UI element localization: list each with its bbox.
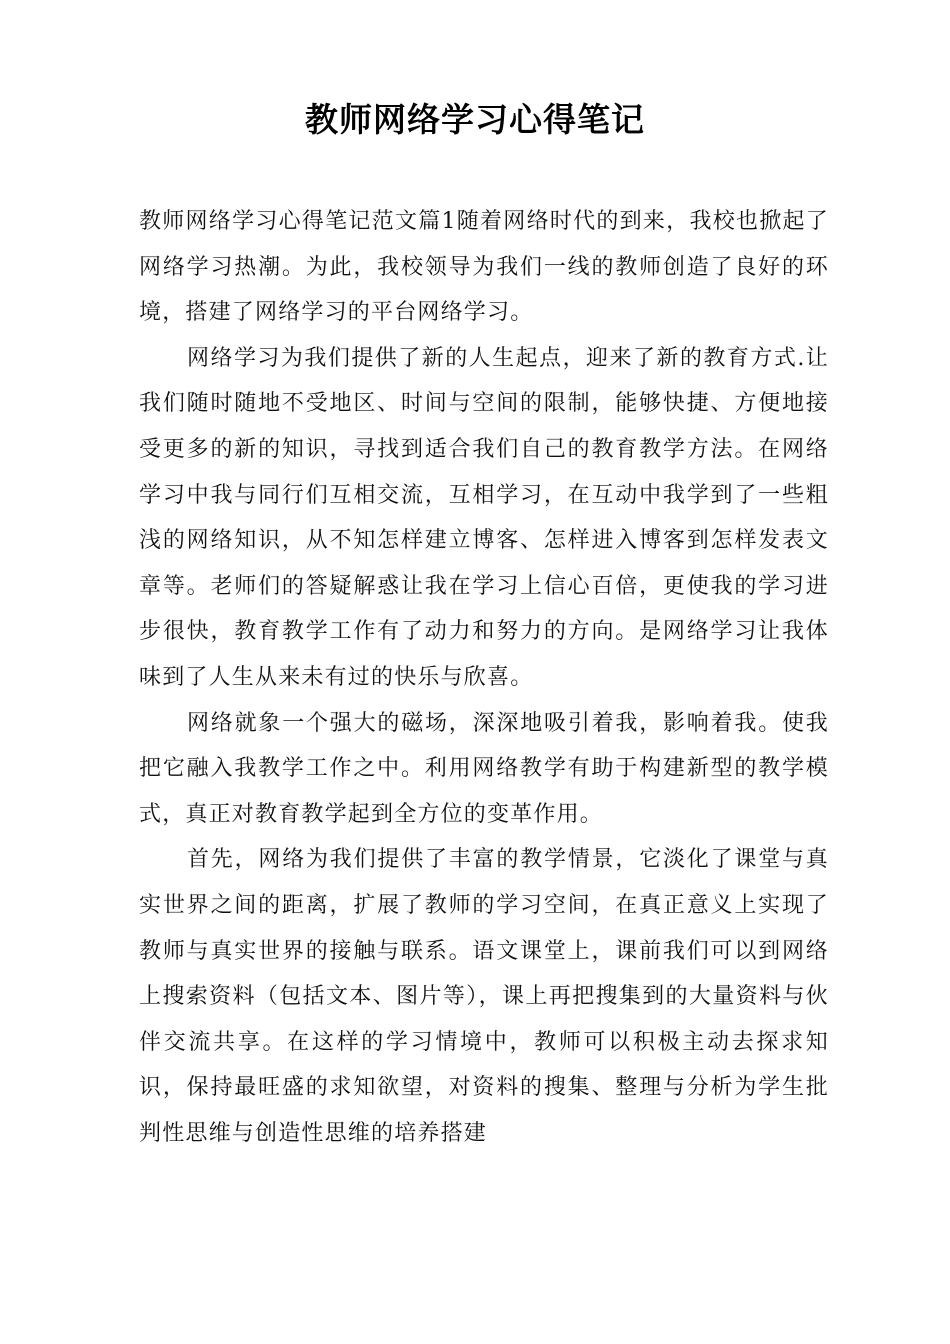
document-title: 教师网络学习心得笔记 (305, 100, 645, 139)
paragraph-2: 网络学习为我们提供了新的人生起点，迎来了新的教育方式.让我们随时随地不受地区、时间与空间的限制，能够快捷、方便地接受更多的新的知识，寻找到适合我们自己的教育教学方法。在网络学习中我与同行们互相交流，互相学习，在互动中我学到了一些粗浅的网络知识，从不知怎样建立博客、怎样进入博客到怎样发表文章等。老师们的答疑解惑让我在学习上信心百倍，更使我的学习进步很快，教育教学工作有了动力和努力的方向。是网络学习让我体味到了人生从来未有过的快乐与欣喜。 (139, 345, 829, 690)
paragraph-1: 教师网络学习心得笔记范文篇1随着网络时代的到来，我校也掀起了网络学习热潮。为此，我校领导为我们一线的教师创造了良好的环境，搭建了网络学习的平台网络学习。 (139, 209, 829, 326)
document-body (139, 199, 829, 1156)
paragraph-3: 网络就象一个强大的磁场，深深地吸引着我，影响着我。使我把它融入我教学工作之中。利用网络教学有助于构建新型的教学模式，真正对教育教学起到全方位的变革作用。 (139, 710, 829, 827)
paragraph-4: 首先，网络为我们提供了丰富的教学情景，它淡化了课堂与真实世界之间的距离，扩展了教师的学习空间，在真正意义上实现了教师与真实世界的接触与联系。语文课堂上，课前我们可以到网络上搜索资料（包括文本、图片等），课上再把搜集到的大量资料与伙伴交流共享。在这样的学习情境中，教师可以积极主动去探求知识，保持最旺盛的求知欲望，对资料的搜集、整理与分析为学生批判性思维与创造性思维的培养搭建 (139, 847, 829, 1146)
